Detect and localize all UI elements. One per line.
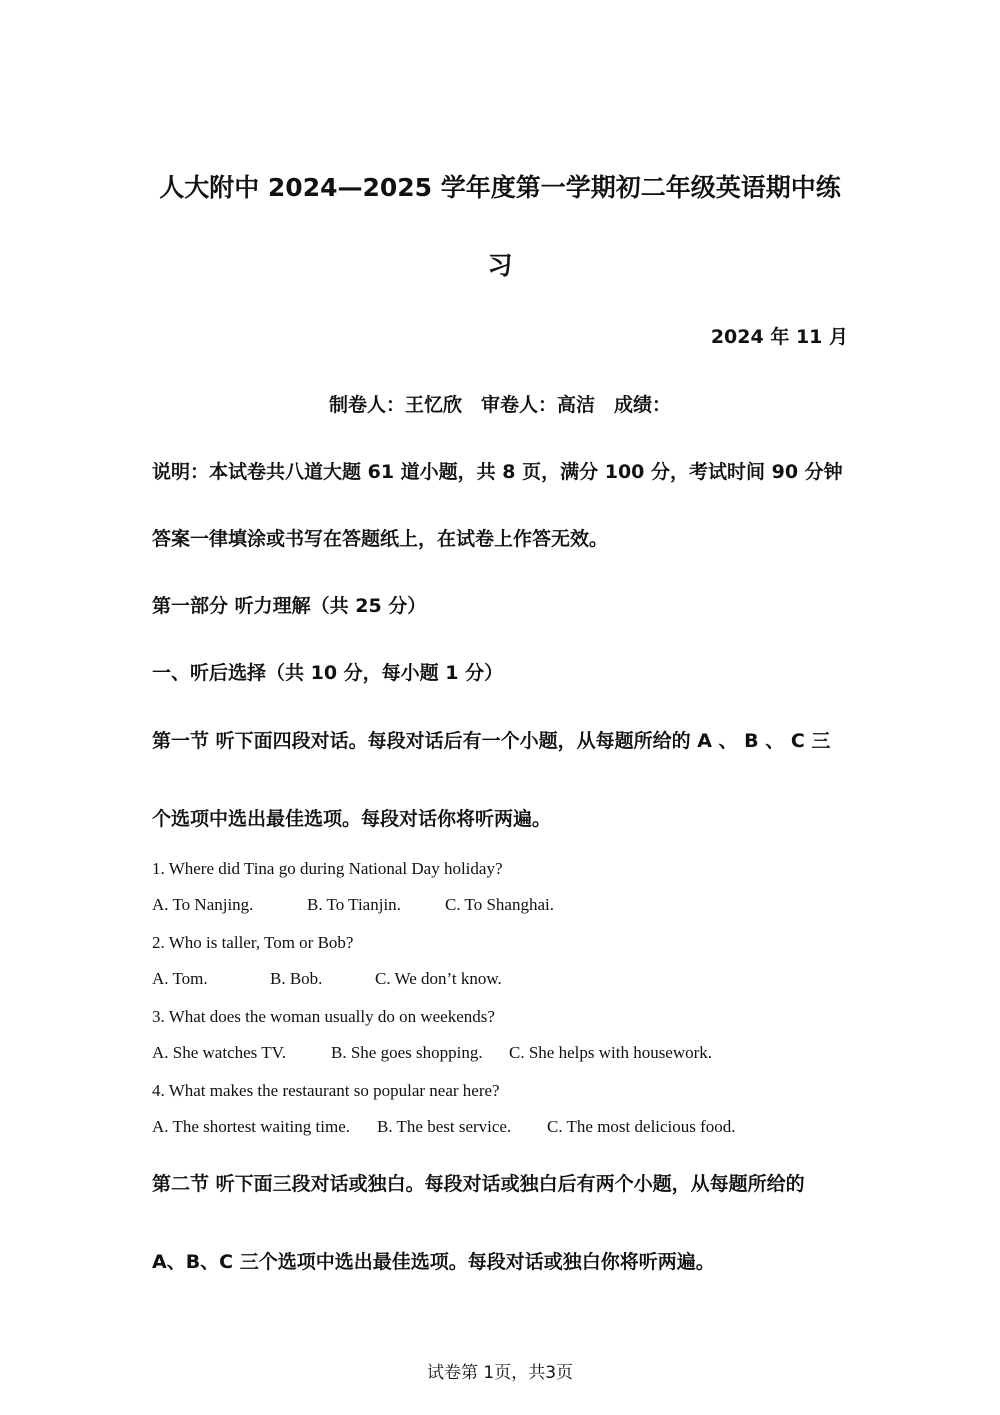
question-2-options [0, 969, 1000, 991]
option-b: B. The best service. [377, 1117, 512, 1136]
option-a: A. She watches TV. [152, 1043, 286, 1062]
option-c: C. The most delicious food. [547, 1117, 736, 1136]
question-1: 1. Where did Tina go during National Day holiday? [152, 859, 503, 878]
page-footer: 试卷第 1页，共3页 [426, 1363, 574, 1383]
question-4: 4. What makes the restaurant so popular near here? [152, 1081, 500, 1100]
subsection1-line1: 第一节 听下面四段对话。每段对话后有一个小题，从每题所给的 A 、 B 、 C 三 [152, 730, 831, 752]
exam-title-line1: 人大附中 2024—2025 学年度第一学期初二年级英语期中练 [159, 173, 841, 202]
option-b: B. She goes shopping. [331, 1043, 483, 1062]
subsection2-line2: A、B、C 三个选项中选出最佳选项。每段对话或独白你将听两遍。 [152, 1251, 715, 1273]
option-a: A. The shortest waiting time. [152, 1117, 350, 1136]
question-3: 3. What does the woman usually do on weekends? [152, 1007, 495, 1026]
subsection2-line1: 第二节 听下面三段对话或独白。每段对话或独白后有两个小题，从每题所给的 [152, 1173, 805, 1195]
option-b: B. To Tianjin. [307, 895, 401, 914]
option-c: C. To Shanghai. [445, 895, 554, 914]
question-1-options [0, 895, 1000, 917]
exam-authors: 制卷人：王忆欣 审卷人：高洁 成绩： [328, 394, 671, 416]
subsection1-line2: 个选项中选出最佳选项。每段对话你将听两遍。 [152, 808, 552, 830]
part1-heading: 第一部分 听力理解（共 25 分） [152, 595, 427, 617]
exam-date: 2024 年 11 月 [710, 326, 848, 348]
instructions-line2: 答案一律填涂或书写在答题纸上，在试卷上作答无效。 [152, 528, 609, 550]
exam-title-line2: 习 [487, 251, 513, 280]
instructions-line1: 说明：本试卷共八道大题 61 道小题，共 8 页，满分 100 分，考试时间 90 分钟 [152, 461, 843, 483]
question-3-options [0, 1043, 1000, 1065]
question-4-options [0, 1117, 1000, 1139]
option-a: A. Tom. [152, 969, 208, 988]
option-a: A. To Nanjing. [152, 895, 254, 914]
option-c: C. She helps with housework. [509, 1043, 713, 1062]
section1-heading: 一、听后选择（共 10 分，每小题 1 分） [152, 662, 504, 684]
option-b: B. Bob. [270, 969, 323, 988]
question-2: 2. Who is taller, Tom or Bob? [152, 933, 354, 952]
option-c: C. We don’t know. [375, 969, 502, 988]
